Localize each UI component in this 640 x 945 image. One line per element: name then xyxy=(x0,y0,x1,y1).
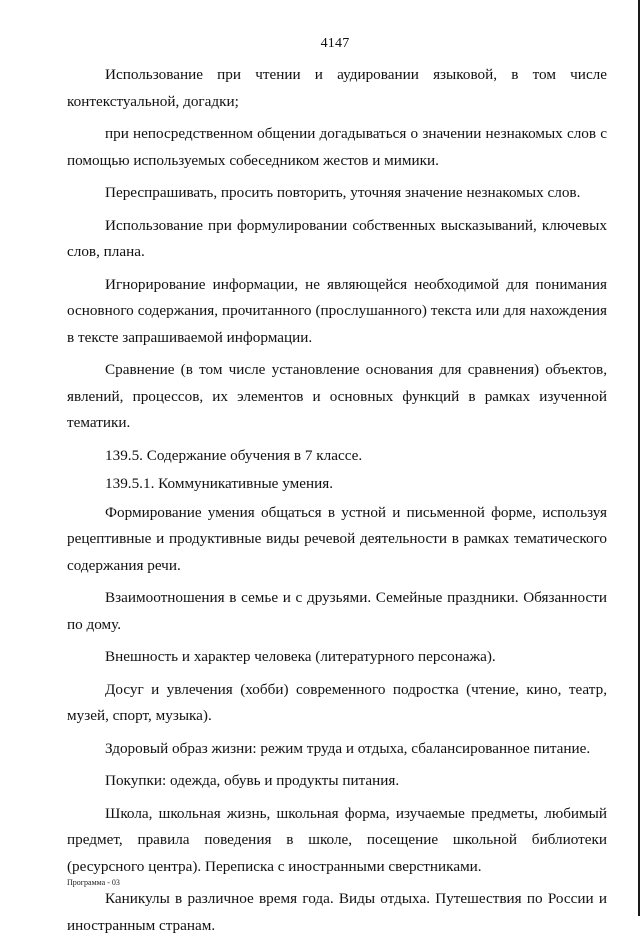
paragraph: Формирование умения общаться в устной и письменной форме, используя рецептивные и продуктивные виды речевой деятельности в рамках тематического содержания речи. xyxy=(67,503,607,574)
paragraph: Внешность и характер человека (литературного персонажа). xyxy=(105,648,496,665)
paragraph: Переспрашивать, просить повторить, уточняя значение незнакомых слов. xyxy=(105,184,581,201)
paragraph: Взаимоотношения в семье и с друзьями. Семейные праздники. Обязанности по дому. xyxy=(67,589,607,633)
paragraph: Здоровый образ жизни: режим труда и отдыха, сбалансированное питание. xyxy=(105,739,591,757)
paragraph: Использование при чтении и аудировании языковой, в том числе контекстуальной, догадки; xyxy=(67,66,607,110)
paragraph: Каникулы в различное время года. Виды отдыха. Путешествия по России и иностранным странам. xyxy=(67,890,607,934)
paragraph: при непосредственном общении догадываться о значении незнакомых слов с помощью используемых собеседником жестов и мимики. xyxy=(67,125,607,169)
paragraph: Школа, школьная жизнь, школьная форма, изучаемые предметы, любимый предмет, правила поведения в школе, посещение школьной библиотеки (ресурсного центра). Переписка с иностранными сверстниками. xyxy=(67,804,607,875)
paragraph: Игнорирование информации, не являющейся необходимой для понимания основного содержания, прочитанного (прослушанного) текста или для нахождения в тексте запрашиваемой информации. xyxy=(67,275,607,346)
page-number: 4147 xyxy=(320,36,350,51)
paragraph: Сравнение (в том числе установление основания для сравнения) объектов, явлений, процессов, их элементов и основных функций в рамках изученной тематики. xyxy=(67,361,607,431)
paragraph: Использование при формулировании собственных высказываний, ключевых слов, плана. xyxy=(67,216,607,260)
subsection-heading: 139.5.1. Коммуникативные умения. xyxy=(105,475,333,492)
section-heading: 139.5. Содержание обучения в 7 классе. xyxy=(105,446,363,464)
paragraph: Досуг и увлечения (хобби) современного подростка (чтение, кино, театр, музей, спорт, музыка). xyxy=(67,680,607,724)
document-body xyxy=(67,62,607,945)
page-footer: Программа - 03 xyxy=(67,878,120,887)
paragraph: Покупки: одежда, обувь и продукты питания. xyxy=(105,772,400,789)
